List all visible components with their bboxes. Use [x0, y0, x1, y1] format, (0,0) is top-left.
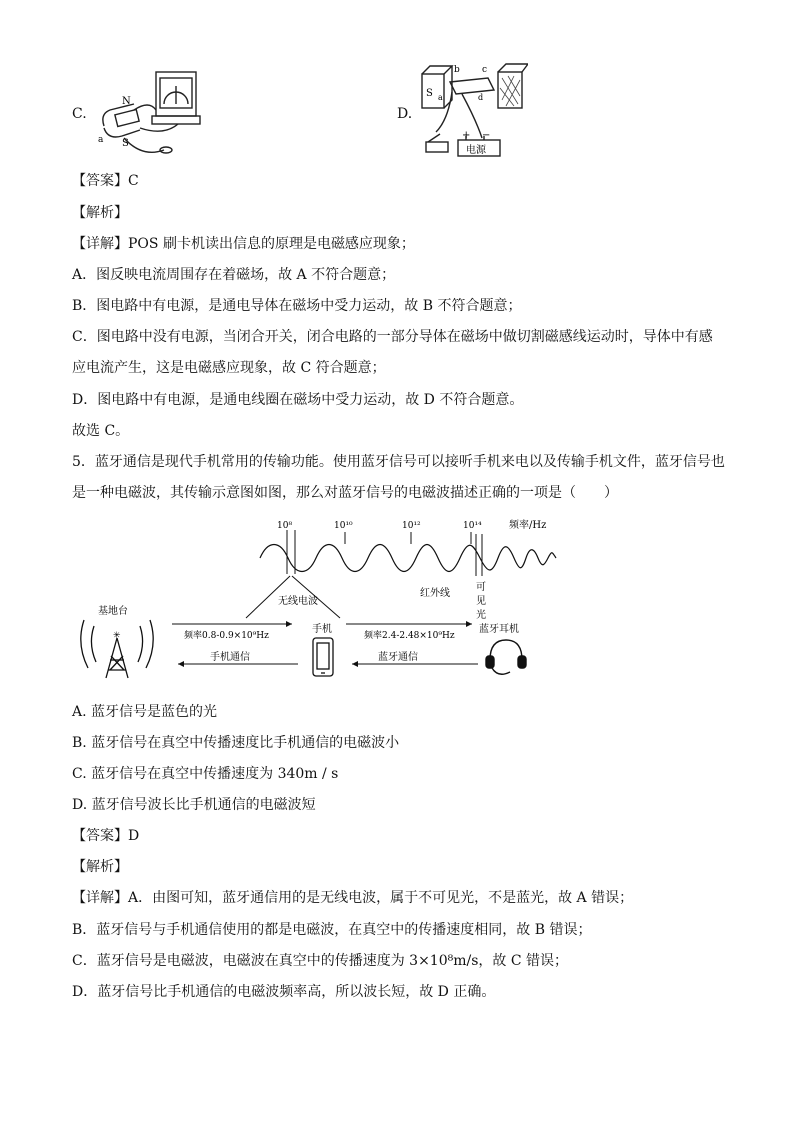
fig-d-c: c [482, 65, 488, 75]
antenna-star-icon: ✳ [113, 631, 121, 641]
q5-detail-c: C．蓝牙信号是电磁波，电磁波在真空中的传播速度为 3×10⁸m/s，故 C 错误； [72, 953, 569, 969]
q5-stem-line2: 是一种电磁波，其传输示意图如图，那么对蓝牙信号的电磁波描述正确的一项是（ ） [72, 485, 618, 501]
q4-detail-c-line1: C．图电路中没有电源，当闭合开关，闭合电路的一部分导体在磁场中做切割磁感线运动时，导体中有感 [72, 329, 713, 345]
visible-label-3: 光 [476, 610, 486, 621]
q5-stem-line1: 5．蓝牙通信是现代手机常用的传输功能。使用蓝牙信号可以接听手机来电以及传输手机文件，蓝牙信号也 [72, 454, 725, 470]
q4-detail-d: D．图电路中有电源，是通电线圈在磁场中受力运动，故 D 不符合题意。 [72, 392, 524, 408]
headphone-icon [486, 640, 526, 674]
q5-answer: 【答案】D [72, 828, 140, 844]
q4-analysis-heading: 【解析】 [72, 205, 128, 221]
earphone-label: 蓝牙耳机 [479, 624, 519, 635]
fig-d-a: a [438, 93, 443, 102]
option-d-label: D. [397, 106, 413, 122]
fig-d-minus: − [482, 130, 491, 141]
q5-detail-b: B．蓝牙信号与手机通信使用的都是电磁波，在真空中的传播速度相同，故 B 错误； [72, 922, 592, 938]
option-c-figure [94, 66, 204, 158]
q5-option-d: D. 蓝牙信号波长比手机通信的电磁波短 [72, 797, 316, 813]
freq-axis-label: 频率/Hz [509, 520, 547, 531]
freq-bluetooth-label: 频率2.4-2.48×10⁹Hz [364, 631, 455, 641]
q5-option-c: C. 蓝牙信号在真空中传播速度为 340m / s [72, 766, 339, 782]
q4-answer: 【答案】C [72, 173, 139, 189]
q5-analysis-heading: 【解析】 [72, 859, 128, 875]
fig-d-d: d [478, 93, 484, 102]
phone-icon [313, 638, 333, 676]
tick-1e8: 10⁸ [277, 521, 293, 531]
fig-d-plus: + [462, 130, 471, 141]
base-station-icon [81, 620, 153, 678]
fig-c-s: S [122, 138, 129, 149]
phone-comm-label: 手机通信 [210, 652, 250, 663]
q4-detail: 【详解】POS 刷卡机读出信息的原理是电磁感应现象； [72, 236, 415, 252]
bluetooth-comm-label: 蓝牙通信 [378, 652, 418, 663]
q5-spectrum-figure [66, 512, 566, 684]
q5-detail-a: 【详解】A．由图可知，蓝牙通信用的是无线电波，属于不可见光，不是蓝光，故 A 错误； [72, 890, 634, 906]
q4-detail-a: A．图反映电流周围存在着磁场，故 A 不符合题意； [72, 267, 396, 283]
visible-label-1: 可 [476, 582, 486, 593]
tick-1e14: 10¹⁴ [463, 521, 482, 531]
option-c-label: C. [72, 106, 87, 122]
q5-option-b: B. 蓝牙信号在真空中传播速度比手机通信的电磁波小 [72, 735, 400, 751]
spectrum-wave [260, 545, 556, 572]
tick-1e10: 10¹⁰ [334, 521, 353, 531]
fig-d-s: S [426, 88, 433, 99]
tick-1e12: 10¹² [402, 521, 421, 531]
fig-c-n: N [122, 96, 131, 107]
phone-label: 手机 [312, 624, 332, 635]
fig-d-battery: 电源 [466, 145, 486, 156]
base-station-label: 基地台 [98, 606, 128, 617]
visible-label-2: 见 [476, 596, 486, 607]
infrared-label: 红外线 [420, 588, 450, 599]
q5-detail-d: D．蓝牙信号比手机通信的电磁波频率高，所以波长短，故 D 正确。 [72, 984, 496, 1000]
q4-conclusion: 故选 C。 [72, 423, 130, 439]
radio-wave-label: 无线电波 [278, 596, 318, 607]
option-d-figure [418, 60, 528, 164]
fig-c-a: a [98, 135, 104, 145]
freq-phone-label: 频率0.8-0.9×10⁹Hz [184, 631, 269, 641]
q4-detail-b: B．图电路中有电源，是通电导体在磁场中受力运动，故 B 不符合题意； [72, 298, 522, 314]
q5-option-a: A. 蓝牙信号是蓝色的光 [72, 704, 218, 720]
q4-detail-c-line2: 应电流产生，这是电磁感应现象，故 C 符合题意； [72, 360, 386, 376]
fig-d-b: b [454, 65, 460, 75]
